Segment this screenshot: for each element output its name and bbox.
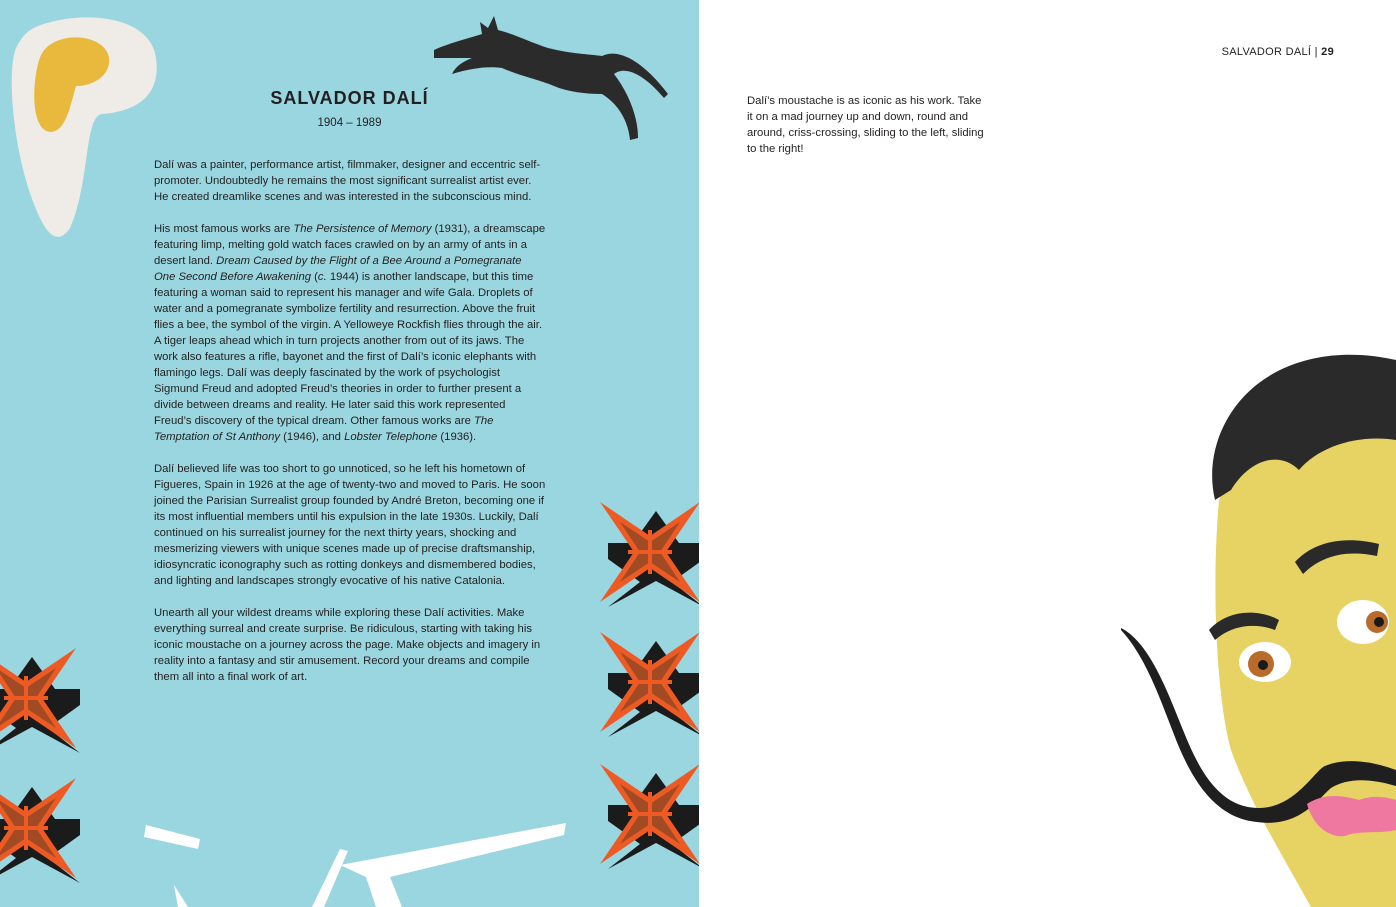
running-header: SALVADOR DALÍ | 29 bbox=[1221, 46, 1334, 58]
page-title: SALVADOR DALÍ bbox=[270, 88, 429, 108]
artwork-title: Dream Caused by the Flight of a Bee Around a Pomegranate One Second Before Awakening bbox=[154, 255, 522, 283]
star-pattern-left-icon bbox=[0, 620, 110, 907]
biography-text bbox=[154, 157, 546, 701]
star-pattern-right-icon bbox=[582, 480, 699, 907]
biography-paragraph-3: Dalí believed life was too short to go unnoticed, so he left his hometown of Figueres, Spain in 1926 at the age of twenty-two and moved to Paris. He soon joined the Parisian Surrealist group founded by André Breton, becoming one if its most influential members until his expulsion in the late 1930s. Luckily, Dalí continued on his surrealist journey for the next thirty years, shocking and mesmerizing viewers with unique scenes made up of precise draftsmanship, idiosyncratic iconography such as rotting donkeys and dismembered bodies, and lighting and landscapes strongly evocative of his native Catalonia. bbox=[154, 463, 546, 587]
biography-paragraph-1: Dalí was a painter, performance artist, filmmaker, designer and eccentric self-promoter. Undoubtedly he remains the most significant surrealist artist ever. He created dreamlike scenes and was interested in the subconscious mind. bbox=[154, 159, 541, 203]
page-number: 29 bbox=[1321, 46, 1334, 58]
biography-paragraph-4: Unearth all your wildest dreams while exploring these Dalí activities. Make everything surreal and create surprise. Be ridiculous, starting with taking his iconic moustache on a journey across the page. Make objects and imagery in reality into a fantasy and stir amusement. Record your dreams and compile them all into a final work of art. bbox=[154, 607, 541, 683]
folio-title: SALVADOR DALÍ bbox=[1221, 46, 1312, 58]
artwork-title: The Temptation of St Anthony bbox=[154, 415, 494, 443]
dali-portrait-icon bbox=[1119, 330, 1396, 907]
life-dates: 1904 – 1989 bbox=[317, 117, 382, 129]
activity-instructions: Dalí’s moustache is as iconic as his work. Take it on a mad journey up and down, round and around, criss-crossing, sliding to the left, sliding to the right! bbox=[747, 95, 984, 155]
artwork-title: The Persistence of Memory bbox=[293, 223, 432, 235]
artwork-title: Lobster Telephone bbox=[344, 431, 438, 443]
lightning-shapes-icon bbox=[140, 815, 580, 907]
right-page bbox=[699, 0, 1396, 907]
biography-paragraph-2: His most famous works are The Persistence of Memory (1931), a dreamscape featuring limp, melting gold watch faces crawled on by an army of ants in a desert land. Dream Caused by the Flight of a Bee Around a Pomegranate One Second Before Awakening (c. 1944) is another landscape, but this time featuring a woman said to represent his manager and wife Gala. Droplets of water and a pomegranate symbolize fertility and resurrection. Above the fruit flies a bee, the symbol of the virgin. A Yelloweye Rockfish flies through the air. A tiger leaps ahead which in turn projects another from out of its jaws. The work also features a rifle, bayonet and the first of Dalí’s iconic elephants with flamingo legs. Dalí was deeply fascinated by the work of psychologist Sigmund Freud and adopted Freud’s theories in order to further present a divide between dreams and reality. He later said this work represented Freud’s discovery of the typical dream. Other famous works are The Temptation of St Anthony (1946), and Lobster Telephone (1936). bbox=[154, 223, 546, 443]
